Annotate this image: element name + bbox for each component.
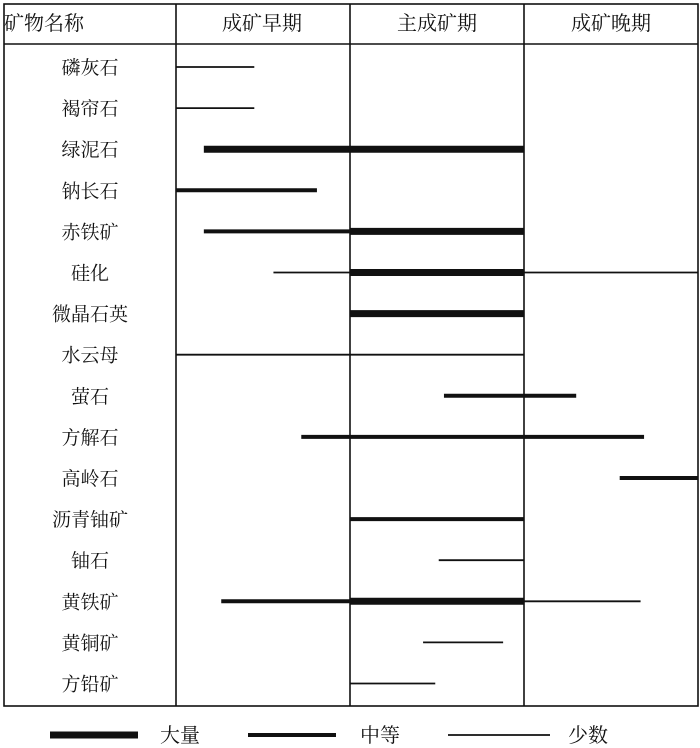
- mineral-name: 萤石: [70, 385, 110, 408]
- mineral-name: 赤铁矿: [61, 221, 119, 244]
- mineral-name: 磷灰石: [61, 57, 119, 79]
- mineral-name: 黄铜矿: [61, 632, 119, 655]
- legend-label: 大量: [160, 723, 200, 747]
- mineral-name: 绿泥石: [61, 139, 119, 162]
- mineral-name: 水云母: [61, 344, 119, 367]
- duration-bars: [176, 67, 698, 684]
- mineral-name: 黄铁矿: [61, 591, 119, 614]
- legend: [50, 723, 608, 747]
- mineral-name: 铀石: [70, 550, 110, 573]
- mineral-name: 沥青铀矿: [51, 509, 129, 532]
- mineral-name: 方铅矿: [61, 673, 119, 696]
- mineral-name: 褐帘石: [61, 98, 119, 121]
- mineral-name: 高岭石: [61, 468, 119, 490]
- legend-label: 中等: [360, 723, 400, 747]
- header-row: [4, 11, 651, 35]
- mineral-name: 硅化: [70, 262, 110, 285]
- header-late-stage: 成矿晚期: [571, 11, 651, 35]
- header-early-stage: 成矿早期: [222, 11, 302, 35]
- mineral-names-column: [52, 57, 128, 696]
- header-mineral-name: 矿物名称: [4, 11, 84, 35]
- mineral-name: 钠长石: [61, 180, 119, 203]
- mineral-name: 方解石: [61, 426, 119, 449]
- legend-label: 少数: [568, 723, 608, 747]
- mineral-name: 微晶石英: [51, 303, 129, 326]
- header-main-stage: 主成矿期: [397, 11, 477, 35]
